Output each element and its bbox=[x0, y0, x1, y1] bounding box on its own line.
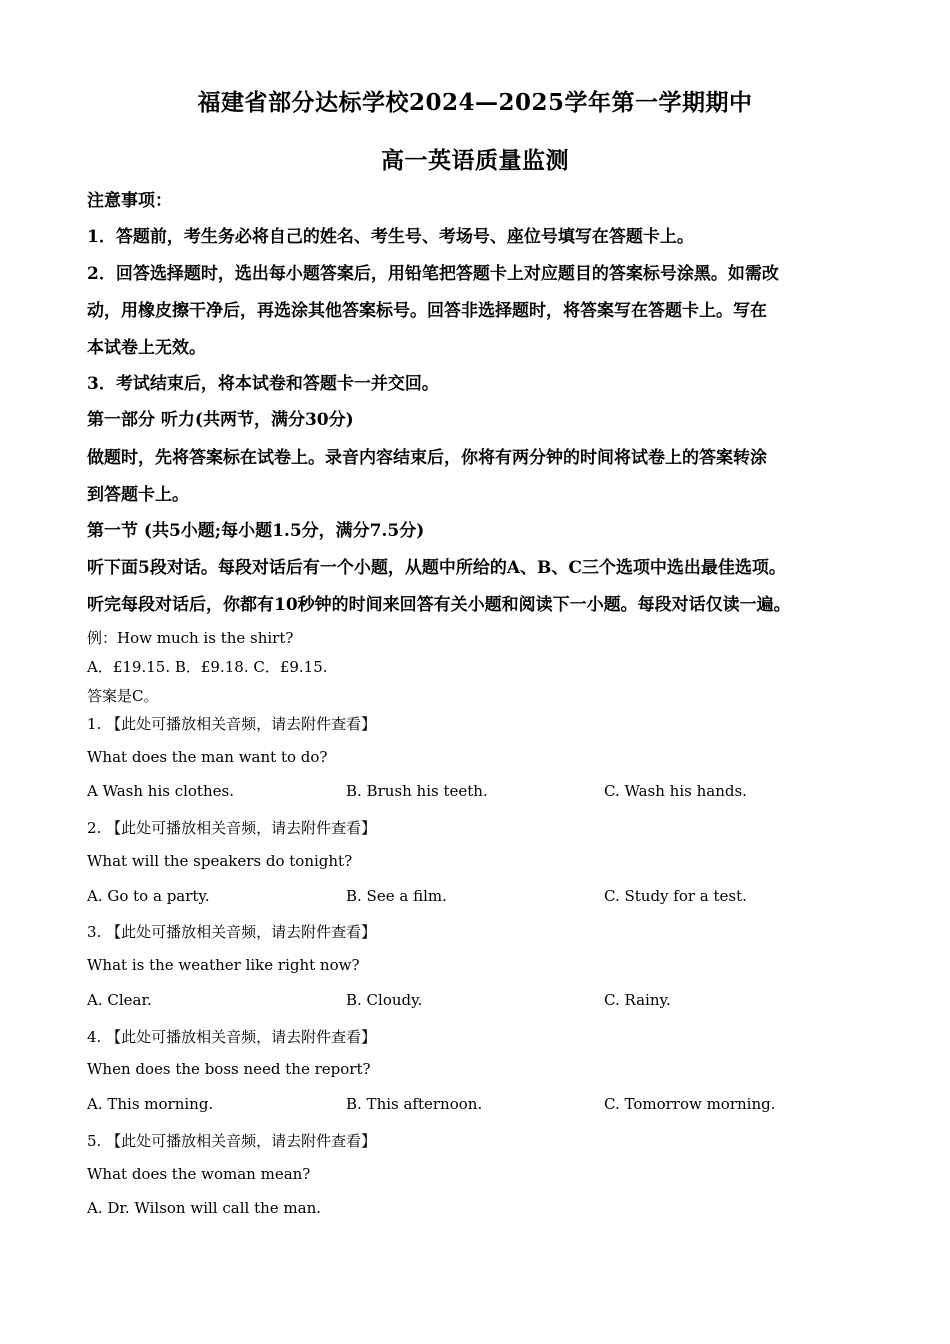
question-4-option-c: C. Tomorrow morning. bbox=[604, 1095, 776, 1113]
question-1-option-b: B. Brush his teeth. bbox=[346, 782, 488, 800]
question-1-option-c: C. Wash his hands. bbox=[604, 782, 747, 800]
question-4-audio-placeholder: 4. 【此处可播放相关音频，请去附件查看】 bbox=[87, 1028, 377, 1046]
question-3-audio-placeholder: 3. 【此处可播放相关音频，请去附件查看】 bbox=[87, 923, 377, 941]
page-title: 福建省部分达标学校2024—2025学年第一学期期中 bbox=[197, 89, 753, 116]
question-2-stem: What will the speakers do tonight? bbox=[87, 852, 353, 870]
notice-heading: 注意事项： bbox=[87, 191, 172, 211]
section-one-instruction-line-2: 听完每段对话后，你都有10秒钟的时间来回答有关小题和阅读下一小题。每段对话仅读一遍。 bbox=[87, 595, 791, 615]
notice-item-2-line-2: 动，用橡皮擦干净后，再选涂其他答案标号。回答非选择题时，将答案写在答题卡上。写在 bbox=[87, 301, 767, 321]
question-4-stem: When does the boss need the report? bbox=[87, 1060, 371, 1078]
example-options: A．£19.15. B．£9.18. C．£9.15. bbox=[87, 658, 328, 676]
question-3-option-c: C. Rainy. bbox=[604, 991, 671, 1009]
question-5-stem: What does the woman mean? bbox=[87, 1165, 311, 1183]
question-3-stem: What is the weather like right now? bbox=[87, 956, 360, 974]
example-answer: 答案是C。 bbox=[87, 687, 159, 705]
notice-item-3: 3．考试结束后，将本试卷和答题卡一并交回。 bbox=[87, 374, 439, 394]
question-1-audio-placeholder: 1. 【此处可播放相关音频，请去附件查看】 bbox=[87, 715, 377, 733]
question-2-audio-placeholder: 2. 【此处可播放相关音频，请去附件查看】 bbox=[87, 819, 377, 837]
question-2-option-c: C. Study for a test. bbox=[604, 887, 747, 905]
notice-item-2-line-1: 2．回答选择题时，选出每小题答案后，用铅笔把答题卡上对应题目的答案标号涂黑。如需改 bbox=[87, 264, 779, 284]
part-one-instruction-line-2: 到答题卡上。 bbox=[87, 485, 189, 505]
question-1-stem: What does the man want to do? bbox=[87, 748, 328, 766]
notice-item-2-line-3: 本试卷上无效。 bbox=[87, 338, 206, 358]
question-2-option-b: B. See a film. bbox=[346, 887, 447, 905]
question-1-option-a: A Wash his clothes. bbox=[87, 782, 234, 800]
page-subtitle: 高一英语质量监测 bbox=[381, 147, 569, 174]
question-3-option-b: B. Cloudy. bbox=[346, 991, 423, 1009]
question-4-option-b: B. This afternoon. bbox=[346, 1095, 483, 1113]
question-3-option-a: A. Clear. bbox=[87, 991, 152, 1009]
question-5-option-a: A. Dr. Wilson will call the man. bbox=[87, 1199, 321, 1217]
example-question: 例：How much is the shirt? bbox=[87, 629, 294, 647]
section-one-instruction-line-1: 听下面5段对话。每段对话后有一个小题，从题中所给的A、B、C三个选项中选出最佳选项。 bbox=[87, 558, 786, 578]
notice-item-1: 1．答题前，考生务必将自己的姓名、考生号、考场号、座位号填写在答题卡上。 bbox=[87, 227, 694, 247]
question-5-audio-placeholder: 5. 【此处可播放相关音频，请去附件查看】 bbox=[87, 1132, 377, 1150]
question-4-option-a: A. This morning. bbox=[87, 1095, 214, 1113]
question-2-option-a: A. Go to a party. bbox=[87, 887, 210, 905]
section-one-heading: 第一节 (共5小题;每小题1.5分，满分7.5分) bbox=[87, 521, 425, 541]
part-one-heading: 第一部分 听力(共两节，满分30分) bbox=[87, 410, 354, 430]
part-one-instruction-line-1: 做题时，先将答案标在试卷上。录音内容结束后，你将有两分钟的时间将试卷上的答案转涂 bbox=[87, 448, 767, 468]
